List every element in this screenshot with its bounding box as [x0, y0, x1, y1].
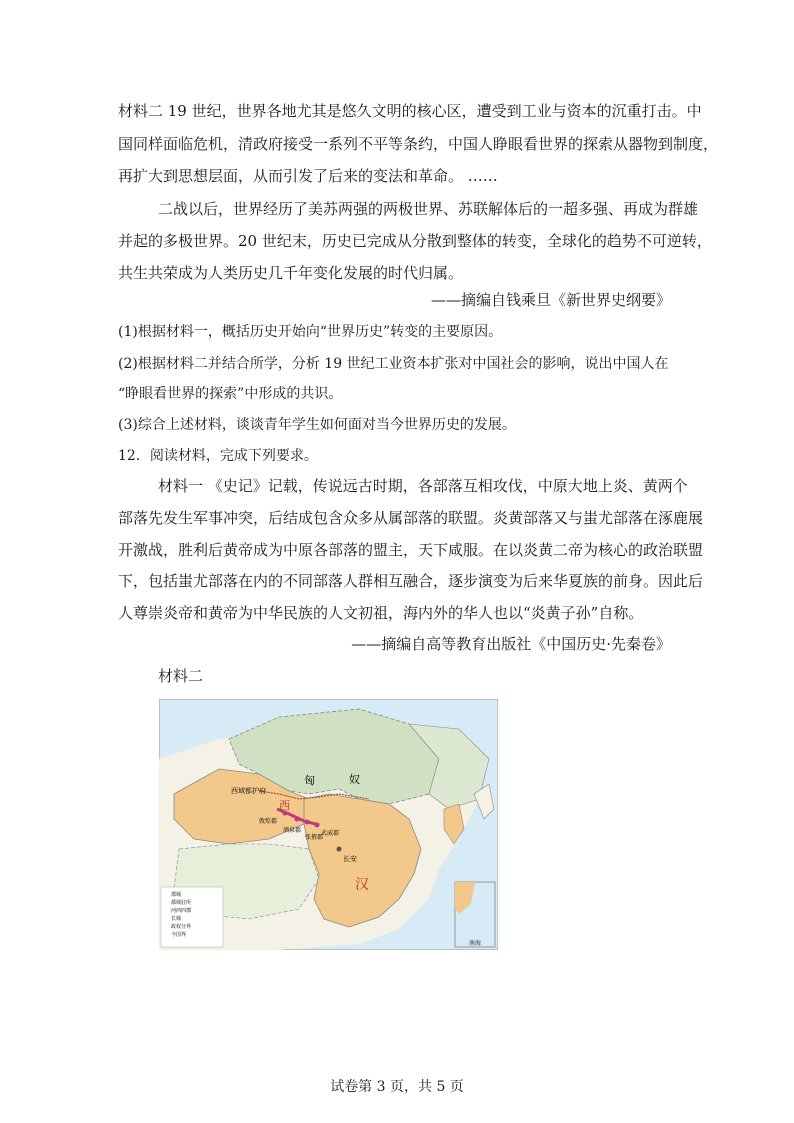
label-xiyu: 西域都护府	[231, 787, 266, 795]
label-nanhai: 南海	[469, 941, 482, 947]
han-dynasty-map	[159, 699, 498, 950]
source-citation: ——摘编自钱乘旦《新世界史纲要》	[430, 291, 671, 309]
legend-item: 政权分界	[171, 925, 192, 930]
question-item: (3)综合上述材料，谈谈青年学生如何面对当今世界历史的发展。	[118, 417, 516, 433]
label-nu: 奴	[349, 774, 360, 786]
legend-item: 今国界	[171, 933, 187, 938]
label-dunhuang: 敦煌郡	[259, 819, 278, 825]
label-wuwei: 武威郡	[321, 831, 340, 837]
label-han: 汉	[355, 878, 369, 893]
text-line: 国同样面临危机，清政府接受一系列不平等条约，中国人睁眼看世界的探索从器物到制度，	[118, 135, 719, 153]
text-line: 材料二 19 世纪，世界各地尤其是悠久文明的核心区，遭受到工业与资本的沉重打击。中	[118, 102, 702, 120]
question-item: (2)根据材料二并结合所学，分析 19 世纪工业资本扩张对中国社会的影响，说出中国人在	[118, 356, 669, 372]
label-changan: 长安	[343, 855, 357, 863]
legend-item: 长城	[171, 917, 182, 922]
question-item: (1)根据材料一，概括历史开始向“世界历史”转变的主要原因。	[118, 324, 503, 340]
source-citation: ——摘编自高等教育出版社《中国历史·先秦卷》	[351, 635, 671, 653]
text-line: 并起的多极世界。20 世纪末，历史已完成从分散到整体的转变，全球化的趋势不可逆转，	[118, 232, 712, 250]
label-xi: 西	[279, 800, 290, 812]
label-xiongnu: 匈	[304, 775, 315, 787]
question-heading: 12．阅读材料，完成下列要求。	[118, 448, 318, 464]
label-jiuquan: 酒泉郡	[283, 828, 302, 834]
question-item: “睁眼看世界的探索”中形成的共识。	[118, 386, 343, 402]
material-label: 材料二	[158, 667, 204, 685]
text-line: 部落先发生军事冲突，后结成包含众多从属部落的联盟。炎黄部落又与蚩尤部落在涿鹿展	[118, 509, 704, 527]
text-line: 再扩大到思想层面，从而引发了后来的变法和革命。 ……	[118, 167, 498, 185]
legend-item: 河西四郡	[171, 909, 192, 914]
text-line: 下，包括蚩尤部落在内的不同部落人群相互融合，逐步演变为后来华夏族的前身。因此后	[118, 572, 704, 590]
text-line: 二战以后，世界经历了美苏两强的两极世界、苏联解体后的一超多强、再成为群雄	[158, 200, 699, 218]
text-line: 开激战，胜利后黄帝成为中原各部落的盟主，天下咸服。在以炎黄二帝为核心的政治联盟	[118, 541, 704, 559]
text-line: 材料一 《史记》记载，传说远古时期，各部落互相攻伐，中原大地上炎、黄两个	[158, 477, 688, 495]
legend-item: 都城驻所	[171, 901, 192, 906]
legend-item: 郡城	[171, 893, 182, 898]
page-footer: 试卷第 3 页，共 5 页	[330, 1079, 464, 1095]
text-line: 共生共荣成为人类历史几千年变化发展的时代归属。	[118, 264, 464, 282]
text-line: 人尊崇炎帝和黄帝为中华民族的人文初祖，海内外的华人也以“炎黄子孙”自称。	[118, 604, 644, 622]
label-zhangye: 张掖郡	[305, 835, 324, 841]
